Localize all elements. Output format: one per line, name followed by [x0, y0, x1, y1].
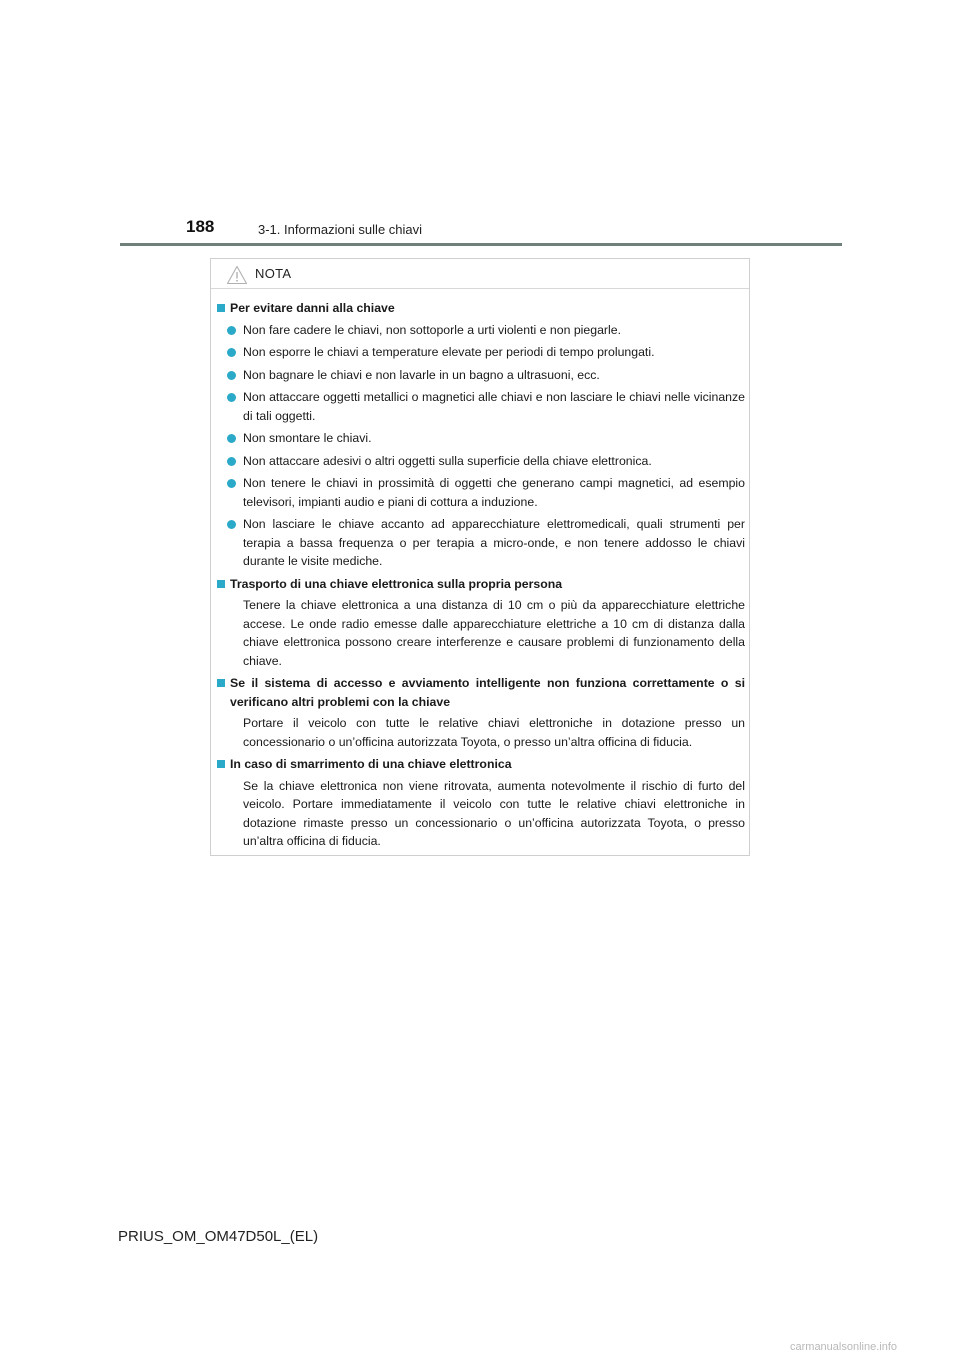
circle-bullet-icon [227, 348, 236, 357]
list-item: Non esporre le chiavi a temperature elevate per periodi di tempo prolungati. [217, 343, 745, 362]
bullet-list [217, 321, 745, 571]
list-item: Non fare cadere le chiavi, non sottoporle a urti violenti e non piegarle. [217, 321, 745, 340]
section-heading: In caso di smarrimento di una chiave elettronica [217, 755, 745, 774]
list-item: Non tenere le chiavi in prossimità di oggetti che generano campi magnetici, ad esempio televisori, impianti audio e piani di cottura a induzione. [217, 474, 745, 511]
square-bullet-icon [217, 304, 225, 312]
circle-bullet-icon [227, 326, 236, 335]
page-number: 188 [186, 217, 215, 236]
list-item: Non smontare le chiavi. [217, 429, 745, 448]
list-item: Non attaccare adesivi o altri oggetti sulla superficie della chiave elettronica. [217, 452, 745, 471]
section-title: 3-1. Informazioni sulle chiavi [258, 222, 423, 237]
watermark: carmanualsonline.info [790, 1341, 898, 1353]
circle-bullet-icon [227, 457, 236, 466]
square-bullet-icon [217, 580, 225, 588]
circle-bullet-icon [227, 520, 236, 529]
warning-triangle-icon [226, 265, 248, 285]
page-header [0, 0, 960, 250]
notice-section-carrying-key [217, 575, 745, 671]
notice-header [211, 259, 749, 289]
notice-box [210, 258, 750, 856]
notice-section-key-damage [217, 299, 745, 571]
square-bullet-icon [217, 679, 225, 687]
circle-bullet-icon [227, 479, 236, 488]
section-paragraph: Se la chiave elettronica non viene ritrovata, aumenta notevolmente il rischio di furto del veicolo. Portare immediatamente il veicolo con tutte le relative chiavi elettroniche in dotazione rimaste presso un concessionario o un’officina autorizzata Toyota, o presso un’altra officina di fiducia. [243, 778, 745, 848]
section-paragraph: Tenere la chiave elettronica a una distanza di 10 cm o più da apparecchiature elettriche accese. Le onde radio emesse dalle apparecchiature elettriche a 10 cm di distanza dalla chiave elettronica possono creare interferenze e causare problemi di funzionamento della chiave. [243, 598, 745, 668]
section-heading: Se il sistema di accesso e avviamento intelligente non funziona correttamente o si verificano altri problemi con la chiave [217, 674, 745, 711]
list-item: Non attaccare oggetti metallici o magnetici alle chiavi e non lasciare le chiavi nelle vicinanze di tali oggetti. [217, 388, 745, 425]
list-item: Non lasciare le chiave accanto ad apparecchiature elettromedicali, quali strumenti per terapia a bassa frequenza o per terapia a micro-onde, e non tenere addosso le chiavi durante le visite mediche. [217, 515, 745, 571]
notice-section-lost-key [217, 755, 745, 851]
header-divider [120, 243, 842, 246]
section-heading: Trasporto di una chiave elettronica sulla propria persona [217, 575, 745, 594]
circle-bullet-icon [227, 393, 236, 402]
notice-label: NOTA [255, 266, 292, 281]
section-paragraph: Portare il veicolo con tutte le relative chiavi elettroniche in dotazione presso un concessionario o un’officina autorizzata Toyota, o presso un’altra officina di fiducia. [243, 716, 745, 749]
section-heading: Per evitare danni alla chiave [217, 299, 745, 318]
circle-bullet-icon [227, 434, 236, 443]
manual-code: PRIUS_OM_OM47D50L_(EL) [118, 1228, 319, 1245]
notice-body [217, 299, 745, 855]
list-item: Non bagnare le chiavi e non lavarle in un bagno a ultrasuoni, ecc. [217, 366, 745, 385]
square-bullet-icon [217, 760, 225, 768]
notice-section-system-malfunction [217, 674, 745, 751]
circle-bullet-icon [227, 371, 236, 380]
